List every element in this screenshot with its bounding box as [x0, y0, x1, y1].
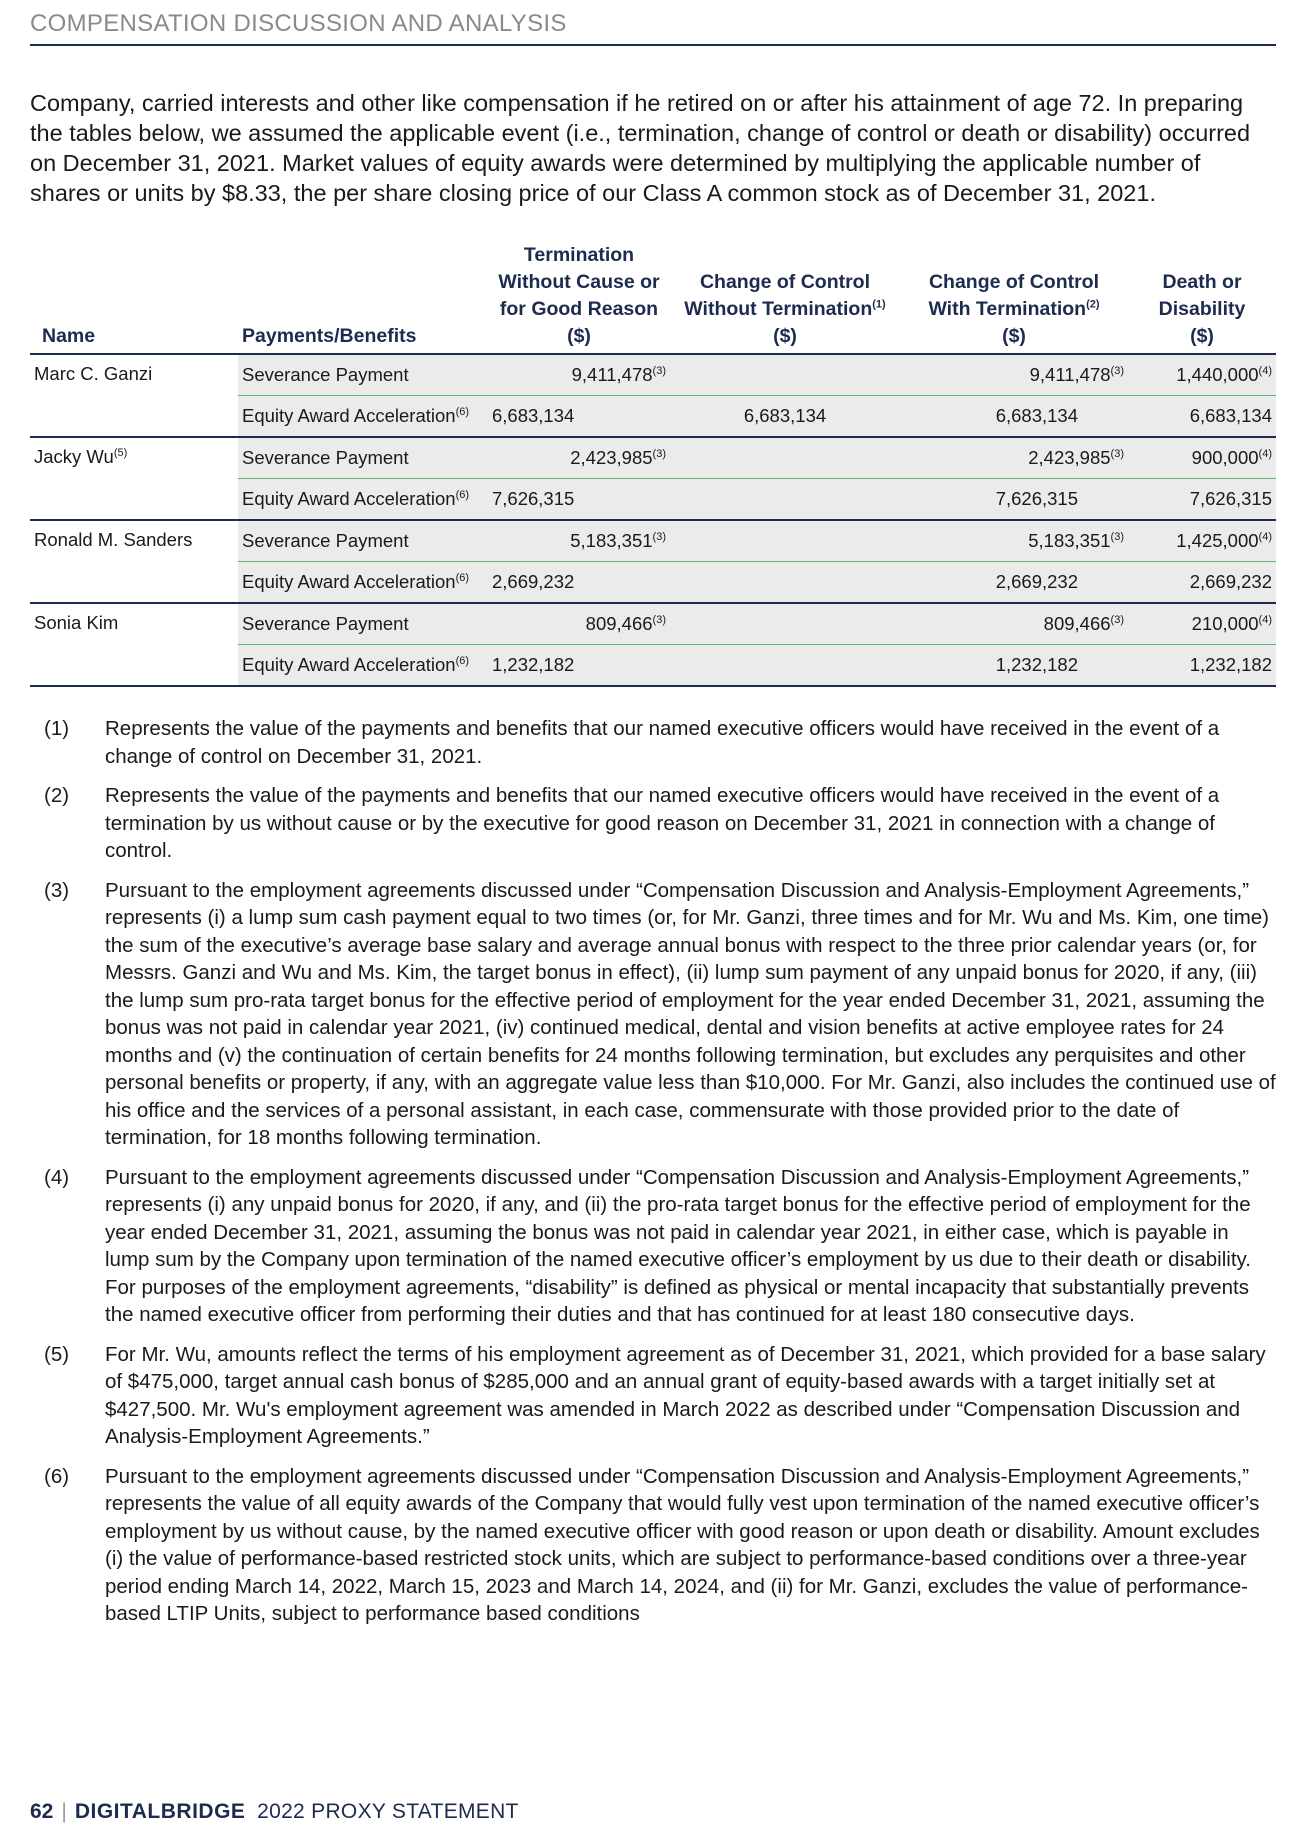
executive-name: Ronald M. Sanders [30, 520, 238, 603]
cell-coc-with-termination: 2,423,985$^{(3)}$ [900, 437, 1128, 479]
cell-coc [670, 520, 900, 562]
cell-termination: 5,183,351$^{(3)}$ [488, 520, 670, 562]
cell-termination: 7,626,315 [488, 479, 670, 521]
footnote-text: Pursuant to the employment agreements discussed under “Compensation Discussion and Analysis-Employment Agreements,” represents (i) any unpaid bonus for 2020, if any, and (ii) the pro-rata target bonus for the effective period of employment for the year ended December 31, 2021, assuming the bonus was not paid in calendar year 2021, in either case, which is payable in lump sum by the Company upon termination of the named executive officer’s employment by us due to their death or disability. For purposes of the employment agreements, “disability” is defined as physical or mental incapacity that substantially prevents the named executive officer from performing their duties and that has continued for at least 180 consecutive days. [105, 1165, 1251, 1326]
table-row-group-kim [30, 603, 1276, 686]
footnote-text: Pursuant to the employment agreements discussed under “Compensation Discussion and Analysis-Employment Agreements,” represents (i) a lump sum cash payment equal to two times (or, for Mr. Ganzi, three times and for Mr. Wu and Ms. Kim, one time) the sum of the executive’s average base salary and average annual bonus with respect to the three prior calendar years (or, for Messrs. Ganzi and Wu and Ms. Kim, the target bonus in effect), (ii) lump sum payment of any unpaid bonus for 2020, if any, (iii) the lump sum pro-rata target bonus for the effective period of employment for the year ended December 31, 2021, assuming the bonus was not paid in calendar year 2021, (iv) continued medical, dental and vision benefits at active employee rates for 24 months and (v) the continuation of certain benefits for 24 months following termination, but excludes any perquisites and other personal benefits or property, if any, with an aggregate value less than $10,000. For Mr. Ganzi, also includes the continued use of his office and the services of a personal assistant, in each case, commensurate with those provided prior to the date of termination, for 18 months following termination. [105, 878, 1276, 1149]
footnote-number: (1) [44, 717, 70, 740]
cell-death-disability: 2,669,232 [1128, 562, 1276, 604]
benefit-label: Equity Award Acceleration$^{(6)}$ [238, 479, 488, 521]
page [30, 0, 1276, 1640]
cell-coc [670, 645, 900, 687]
table-row-group-wu [30, 437, 1276, 520]
col-header-coc-with-termination: Change of Control With Termination$^{(2)}$ ($) [900, 242, 1128, 354]
col-header-name: Name [30, 242, 238, 354]
benefit-label: Severance Payment [238, 603, 488, 645]
table-row [30, 603, 1276, 645]
severance-table [30, 242, 1276, 687]
cell-coc-with-termination: 809,466$^{(3)}$ [900, 603, 1128, 645]
cell-coc-with-termination: 2,669,232 [900, 562, 1128, 604]
cell-termination: 6,683,134 [488, 396, 670, 438]
footnote [30, 1341, 1276, 1451]
benefit-label: Equity Award Acceleration$^{(6)}$ [238, 562, 488, 604]
company-name: DIGITALBRIDGE [74, 1800, 246, 1823]
footnote-text: Represents the value of the payments and benefits that our named executive officers would have received in the event of a change of control on December 31, 2021. [105, 717, 1220, 768]
benefit-label: Severance Payment [238, 520, 488, 562]
cell-death-disability: 6,683,134 [1128, 396, 1276, 438]
cell-termination: 1,232,182 [488, 645, 670, 687]
footnote-number: (5) [44, 1342, 70, 1366]
document-title: 2022 PROXY STATEMENT [257, 1800, 519, 1823]
footnote-text: Represents the value of the payments and benefits that our named executive officers would have received in the event of a termination by us without cause or by the executive for good reason on December 31, 2021 in connection with a change of control. [105, 784, 1220, 862]
col-header-termination: Termination Without Cause or for Good Reason ($) [488, 242, 670, 354]
table-row [30, 437, 1276, 479]
cell-coc [670, 354, 900, 396]
footnote-number: (4) [44, 1165, 70, 1189]
cell-death-disability: 210,000$^{(4)}$ [1128, 603, 1276, 645]
cell-coc-with-termination: 9,411,478$^{(3)}$ [900, 354, 1128, 396]
section-title: COMPENSATION DISCUSSION AND ANALYSIS [30, 10, 1276, 46]
cell-death-disability: 7,626,315 [1128, 479, 1276, 521]
footnote [30, 1463, 1276, 1628]
footnote-number: (3) [44, 878, 70, 902]
footnote-text: Pursuant to the employment agreements discussed under “Compensation Discussion and Analysis-Employment Agreements,” represents the value of all equity awards of the Company that would fully vest upon termination of the named executive officer’s employment by us without cause, by the named executive officer with good reason or upon death or disability. Amount excludes (i) the value of performance-based restricted stock units, which are subject to performance-based conditions over a three-year period ending March 14, 2022, March 15, 2023 and March 14, 2024, and (ii) for Mr. Ganzi, excludes the value of performance-based LTIP Units, subject to performance based conditions [105, 1464, 1260, 1625]
page-footer [30, 1800, 519, 1824]
benefit-label: Severance Payment [238, 437, 488, 479]
cell-coc: 6,683,134 [670, 396, 900, 438]
footnote [30, 877, 1276, 1152]
cell-coc [670, 603, 900, 645]
executive-name: Sonia Kim [30, 603, 238, 686]
table-header [30, 242, 1276, 354]
page-number: 62 [30, 1800, 54, 1823]
cell-termination: 2,423,985$^{(3)}$ [488, 437, 670, 479]
table-row-group-sanders [30, 520, 1276, 603]
footnote [30, 1164, 1276, 1329]
col-header-payments: Payments/Benefits [238, 242, 488, 354]
cell-death-disability: 1,232,182 [1128, 645, 1276, 687]
footnote-number: (6) [44, 1464, 70, 1488]
col-header-coc-without-termination: Change of Control Without Termination$^{(1)}$ ($) [670, 242, 900, 354]
cell-coc-with-termination: 5,183,351$^{(3)}$ [900, 520, 1128, 562]
cell-coc [670, 479, 900, 521]
footnote-number: (2) [44, 784, 70, 807]
benefit-label: Equity Award Acceleration$^{(6)}$ [238, 645, 488, 687]
benefit-label: Equity Award Acceleration$^{(6)}$ [238, 396, 488, 438]
cell-coc-with-termination: 7,626,315 [900, 479, 1128, 521]
cell-coc-with-termination: 6,683,134 [900, 396, 1128, 438]
executive-name: Marc C. Ganzi [30, 354, 238, 437]
col-header-death-disability: Death or Disability ($) [1128, 242, 1276, 354]
benefit-label: Severance Payment [238, 354, 488, 396]
table-row-group-ganzi [30, 354, 1276, 437]
cell-coc [670, 437, 900, 479]
cell-coc [670, 562, 900, 604]
table-row [30, 354, 1276, 396]
table-row [30, 520, 1276, 562]
footnotes [30, 715, 1276, 1628]
executive-name: Jacky Wu$^{(5)}$ [30, 437, 238, 520]
cell-death-disability: 1,440,000$^{(4)}$ [1128, 354, 1276, 396]
cell-termination: 9,411,478$^{(3)}$ [488, 354, 670, 396]
cell-coc-with-termination: 1,232,182 [900, 645, 1128, 687]
footnote [30, 715, 1276, 770]
cell-termination: 2,669,232 [488, 562, 670, 604]
cell-death-disability: 1,425,000$^{(4)}$ [1128, 520, 1276, 562]
footer-separator: | [61, 1800, 67, 1823]
intro-paragraph: Company, carried interests and other like compensation if he retired on or after his attainment of age 72. In preparing the tables below, we assumed the applicable event (i.e., termination, change of control or death or disability) occurred on December 31, 2021. Market values of equity awards were determined by multiplying the applicable number of shares or units by $8.33, the per share closing price of our Class A common stock as of December 31, 2021. [30, 90, 1251, 206]
footnote-text: For Mr. Wu, amounts reflect the terms of his employment agreement as of December 31, 2021, which provided for a base salary of $475,000, target annual cash bonus of $285,000 and an annual grant of equity-based awards with a target initially set at $427,500. Mr. Wu's employment agreement was amended in March 2022 as described under “Compensation Discussion and Analysis-Employment Agreements.” [105, 1342, 1266, 1448]
cell-death-disability: 900,000$^{(4)}$ [1128, 437, 1276, 479]
cell-termination: 809,466$^{(3)}$ [488, 603, 670, 645]
footnote [30, 782, 1276, 865]
